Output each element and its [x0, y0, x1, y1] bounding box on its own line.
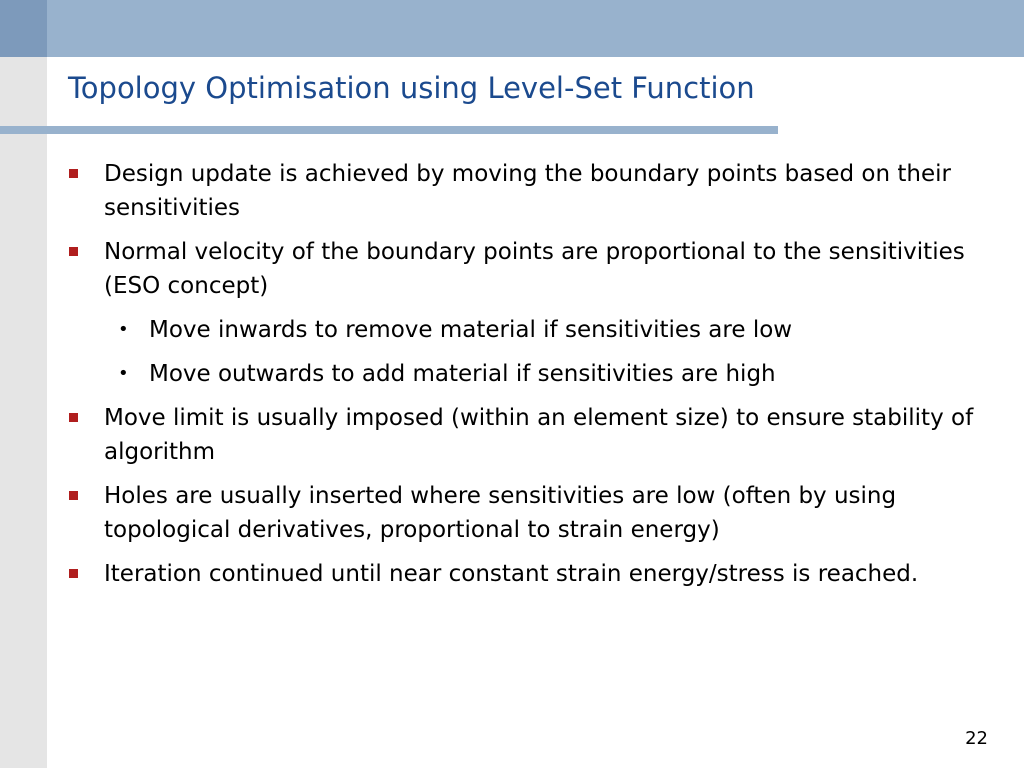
bullet-item	[64, 479, 999, 547]
square-bullet-icon	[69, 169, 78, 178]
sub-bullet-item	[104, 313, 999, 347]
square-bullet-icon	[69, 413, 78, 422]
header-band	[0, 0, 1024, 57]
bullet-item	[64, 401, 999, 469]
bullet-text: Holes are usually inserted where sensitivities are low (often by using topological derivatives, proportional to strain energy)	[104, 483, 897, 543]
sub-bullet-item	[104, 357, 999, 391]
dot-bullet-icon: •	[118, 363, 129, 384]
bullet-text: Iteration continued until near constant strain energy/stress is reached.	[104, 561, 919, 587]
sub-bullet-list	[104, 313, 999, 391]
bullet-text: Move limit is usually imposed (within an element size) to ensure stability of algorithm	[104, 405, 974, 465]
square-bullet-icon	[69, 491, 78, 500]
title-underline	[0, 126, 778, 134]
bullet-text: Normal velocity of the boundary points are proportional to the sensitivities (ESO concept)	[104, 239, 965, 299]
sub-bullet-text: Move inwards to remove material if sensitivities are low	[149, 317, 793, 343]
bullet-list	[64, 157, 999, 601]
square-bullet-icon	[69, 247, 78, 256]
slide-title: Topology Optimisation using Level-Set Function	[68, 71, 755, 105]
slide-number: 22	[965, 728, 988, 749]
header-band-accent	[0, 0, 47, 57]
bullet-text: Design update is achieved by moving the boundary points based on their sensitivities	[104, 161, 951, 221]
left-margin-strip	[0, 57, 47, 768]
sub-bullet-text: Move outwards to add material if sensitivities are high	[149, 361, 776, 387]
bullet-item	[64, 235, 999, 391]
square-bullet-icon	[69, 569, 78, 578]
bullet-item	[64, 557, 999, 591]
dot-bullet-icon: •	[118, 319, 129, 340]
bullet-item	[64, 157, 999, 225]
